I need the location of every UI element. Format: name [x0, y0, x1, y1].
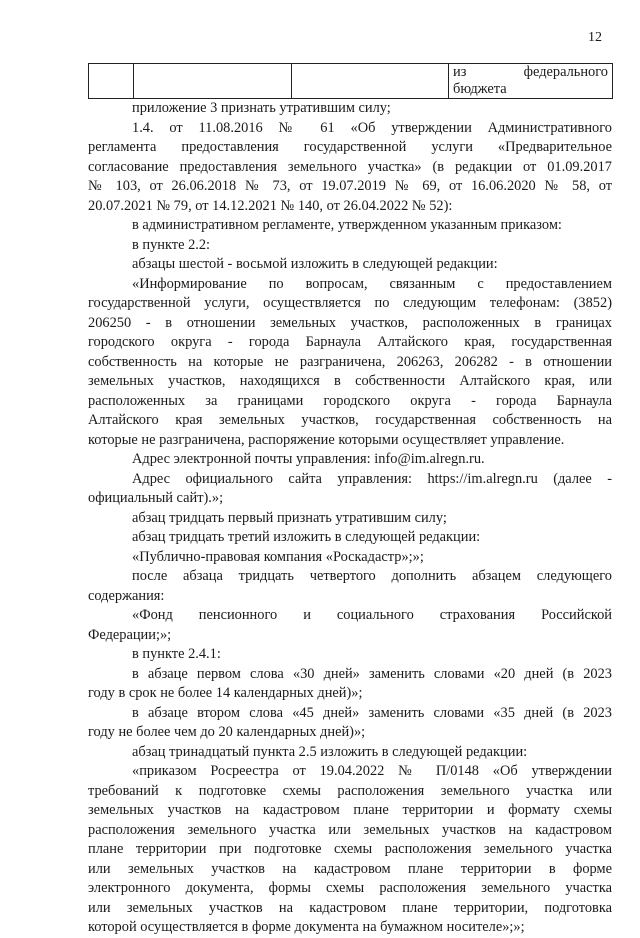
paragraph: [88, 119, 612, 217]
paragraph: [88, 275, 612, 451]
document-body: [88, 99, 612, 938]
text-line: в абзаце первом слова «30 дней» заменить словами «20 дней (в 2023: [132, 665, 612, 682]
table-cell-funding-source: [449, 64, 613, 99]
paragraph: [88, 665, 612, 704]
text-line: содержания:: [88, 587, 165, 604]
text-line: приложение 3 признать утратившим силу;: [132, 100, 391, 116]
text-line: расположенных за границами городского округа - города Барнаула: [88, 392, 612, 409]
text-line: городского округа - города Барнаула Алтайского края, государственная: [88, 334, 612, 350]
paragraph: [88, 470, 612, 509]
paragraph: [88, 99, 612, 119]
text-line: в абзаце втором слова «45 дней» заменить словами «35 дней (в 2023: [132, 704, 612, 721]
text-line: абзац тридцать третий изложить в следующей редакции:: [132, 529, 481, 545]
paragraph: [88, 450, 612, 470]
text-line: Адрес официального сайта управления: https://im.alregn.ru (далее -: [132, 470, 612, 487]
paragraph: [88, 567, 612, 606]
text-line: которые не разграничена, распоряжение которыми осуществляет управление.: [88, 431, 565, 448]
text-line: согласование предоставления земельного участка» (в редакции от 01.09.2017: [88, 158, 612, 175]
table-cell-text: бюджета: [453, 81, 507, 97]
text-line: 206250 - в отношении земельных участков, расположенных в границах: [88, 314, 612, 331]
text-line: земельных участков на кадастровом плане территории и формату схемы: [88, 802, 612, 818]
table-cell-text: из федерального: [453, 64, 608, 80]
text-line: «Публично-правовая компания «Роскадастр»;»;: [132, 548, 424, 565]
text-line: году в срок не более 14 календарных дней)»;: [88, 685, 363, 701]
table-row: [89, 64, 613, 99]
table-cell: [134, 64, 292, 99]
text-line: 1.4. от 11.08.2016 № 61 «Об утверждении Административного: [132, 119, 612, 136]
text-line: требований к подготовке схемы расположения земельного участка или: [88, 782, 612, 799]
paragraph: [88, 216, 612, 236]
text-line: или земельных участков на кадастровом плане территории в форме: [88, 860, 612, 877]
text-line: абзац тринадцатый пункта 2.5 изложить в следующей редакции:: [132, 743, 528, 760]
text-line: «Информирование по вопросам, связанным с предоставлением: [132, 275, 612, 292]
table-cell: [89, 64, 134, 99]
text-line: абзац тридцать первый признать утратившим силу;: [132, 509, 447, 526]
page-number: 12: [588, 30, 602, 45]
text-line: Адрес электронной почты управления: info@im.alregn.ru.: [132, 451, 485, 467]
text-line: Федерации;»;: [88, 626, 172, 643]
text-line: или земельных участков на кадастровом плане территории, подготовка: [88, 899, 612, 916]
text-line: которой осуществляется в форме документа на бумажном носителе»;»;: [88, 919, 525, 935]
text-line: № 103, от 26.06.2018 № 73, от 19.07.2019 № 69, от 16.06.2020 № 58, от: [88, 178, 612, 194]
paragraph: [88, 236, 612, 256]
text-line: электронного документа, формы схемы расположения земельного участка: [88, 880, 612, 896]
paragraph: [88, 548, 612, 568]
text-line: государственной услуги, осуществляется по следующим телефонам: (3852): [88, 295, 612, 311]
paragraph: [88, 528, 612, 548]
text-line: земельных участков, находящихся в собственности Алтайского края, или: [88, 373, 612, 389]
text-line: расположения земельного участка или земельных участков на кадастровом: [88, 821, 612, 838]
text-line: в административном регламенте, утвержденном указанным приказом:: [132, 217, 562, 233]
paragraph: [88, 704, 612, 743]
text-line: году не более чем до 20 календарных дней)»;: [88, 724, 366, 740]
text-line: регламента предоставления государственной услуги «Предварительное: [88, 139, 612, 155]
text-line: в пункте 2.4.1:: [132, 646, 221, 662]
paragraph: [88, 743, 612, 763]
text-line: 20.07.2021 № 79, от 14.12.2021 № 140, от 26.04.2022 № 52):: [88, 197, 453, 214]
paragraph: [88, 762, 612, 938]
text-line: официальный сайт).»;: [88, 490, 224, 506]
text-line: собственность на которые не разграничена, 206263, 206282 - в отношении: [88, 353, 612, 370]
text-line: после абзаца тридцать четвертого дополнить абзацем следующего: [132, 568, 612, 584]
text-line: в пункте 2.2:: [132, 236, 211, 253]
text-line: абзацы шестой - восьмой изложить в следующей редакции:: [132, 256, 498, 272]
paragraph: [88, 255, 612, 275]
table-cell: [292, 64, 449, 99]
paragraph: [88, 509, 612, 529]
text-line: «Фонд пенсионного и социального страхования Российской: [132, 607, 612, 623]
text-line: плане территории при подготовке схемы расположения земельного участка: [88, 841, 612, 857]
text-line: «приказом Росреестра от 19.04.2022 № П/0148 «Об утверждении: [132, 763, 612, 779]
paragraph: [88, 606, 612, 645]
paragraph: [88, 645, 612, 665]
continuation-table: [88, 63, 613, 99]
text-line: Алтайского края земельных участков, государственная собственность на: [88, 412, 612, 428]
